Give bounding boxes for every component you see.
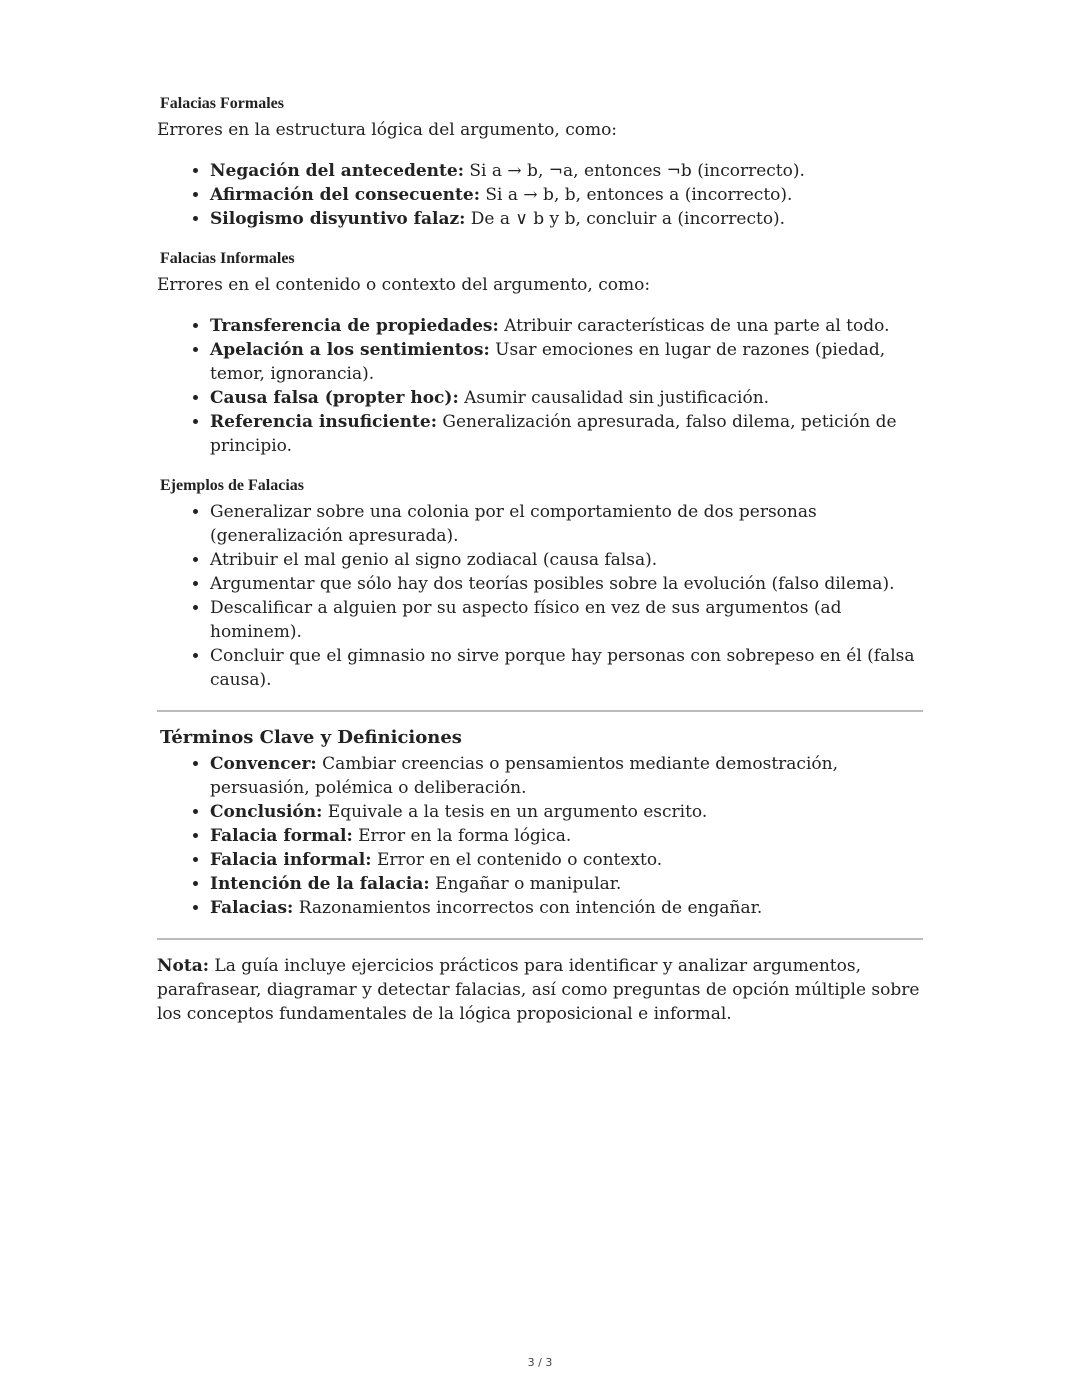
divider [157,938,923,940]
item-text: Si a → b, ¬a, entonces ¬b (incorrecto). [463,161,805,181]
list-item [210,183,923,207]
item-text: Si a → b, b, entonces a (incorrecto). [479,185,793,205]
item-text: Error en el contenido o contexto. [371,850,663,870]
item-text: Razonamientos incorrectos con intención de engañar. [293,898,763,918]
page-number: 3 / 3 [527,1356,553,1369]
informal-list [157,314,923,458]
item-label: Referencia insuficiente: [210,412,437,432]
item-text: Asumir causalidad sin justificación. [458,388,770,408]
section-intro: Errores en el contenido o contexto del argumento, como: [157,275,651,295]
section-heading: Falacias Formales [160,95,284,112]
section-heading: Falacias Informales [160,250,295,267]
section-intro: Errores en la estructura lógica del argumento, como: [157,120,618,140]
item-label: Apelación a los sentimientos: [210,340,490,360]
item-text: Atribuir características de una parte al todo. [498,316,890,336]
section-heading: Términos Clave y Definiciones [160,727,462,748]
document-page [157,94,923,1026]
item-label: Falacias: [210,898,294,918]
list-item [210,800,923,824]
list-item: • Argumentar que sólo hay dos teorías posibles sobre la evolución (falso dilema). [210,572,923,596]
list-item [210,752,923,800]
item-label: Transferencia de propiedades: [210,316,499,336]
item-text: Cambiar creencias o pensamientos mediante demostración, persuasión, polémica o deliberación. [210,754,838,798]
note-label: Nota: [157,956,210,976]
list-item [210,386,923,410]
list-item [210,338,923,386]
item-label: Conclusión: [210,802,323,822]
item-label: Negación del antecedente: [210,161,464,181]
item-text: Generalización apresurada, falso dilema, petición de principio. [210,412,897,456]
formal-list [157,159,923,231]
informal-fallacies-section [157,249,923,458]
note-paragraph [157,954,923,1026]
note-text: La guía incluye ejercicios prácticos para identificar y analizar argumentos, parafrasear, diagramar y detectar falacias, así como preguntas de opción múltiple sobre los conceptos fundamentales de la lógica proposicional e informal. [157,956,920,1024]
key-terms-section [157,726,923,920]
item-label: Silogismo disyuntivo falaz: [210,209,466,229]
list-item [210,410,923,458]
item-label: Falacia formal: [210,826,353,846]
item-label: Causa falsa (propter hoc): [210,388,459,408]
list-item [210,848,923,872]
list-item [210,896,923,920]
list-item [210,872,923,896]
item-label: Afirmación del consecuente: [210,185,480,205]
item-text: Engañar o manipular. [429,874,622,894]
list-item [210,207,923,231]
formal-fallacies-section [157,94,923,231]
divider [157,710,923,712]
list-item [210,314,923,338]
list-item: • Descalificar a alguien por su aspecto físico en vez de sus argumentos (ad hominem). [210,596,923,644]
item-label: Falacia informal: [210,850,372,870]
list-item: • Atribuir el mal genio al signo zodiacal (causa falsa). [210,548,923,572]
terms-list [157,752,923,920]
item-text: De a ∨ b y b, concluir a (incorrecto). [465,209,786,229]
item-text: Usar emociones en lugar de razones (piedad, temor, ignorancia). [210,340,886,384]
examples-list [157,500,923,692]
list-item [210,824,923,848]
item-label: Convencer: [210,754,317,774]
list-item: • Generalizar sobre una colonia por el comportamiento de dos personas (generalización apresurada). [210,500,923,548]
item-text: Error en la forma lógica. [352,826,572,846]
item-label: Intención de la falacia: [210,874,430,894]
examples-section [157,476,923,692]
item-text: Equivale a la tesis en un argumento escrito. [322,802,708,822]
list-item [210,159,923,183]
section-heading: Ejemplos de Falacias [160,477,304,494]
list-item: • Concluir que el gimnasio no sirve porque hay personas con sobrepeso en él (falsa causa). [210,644,923,692]
